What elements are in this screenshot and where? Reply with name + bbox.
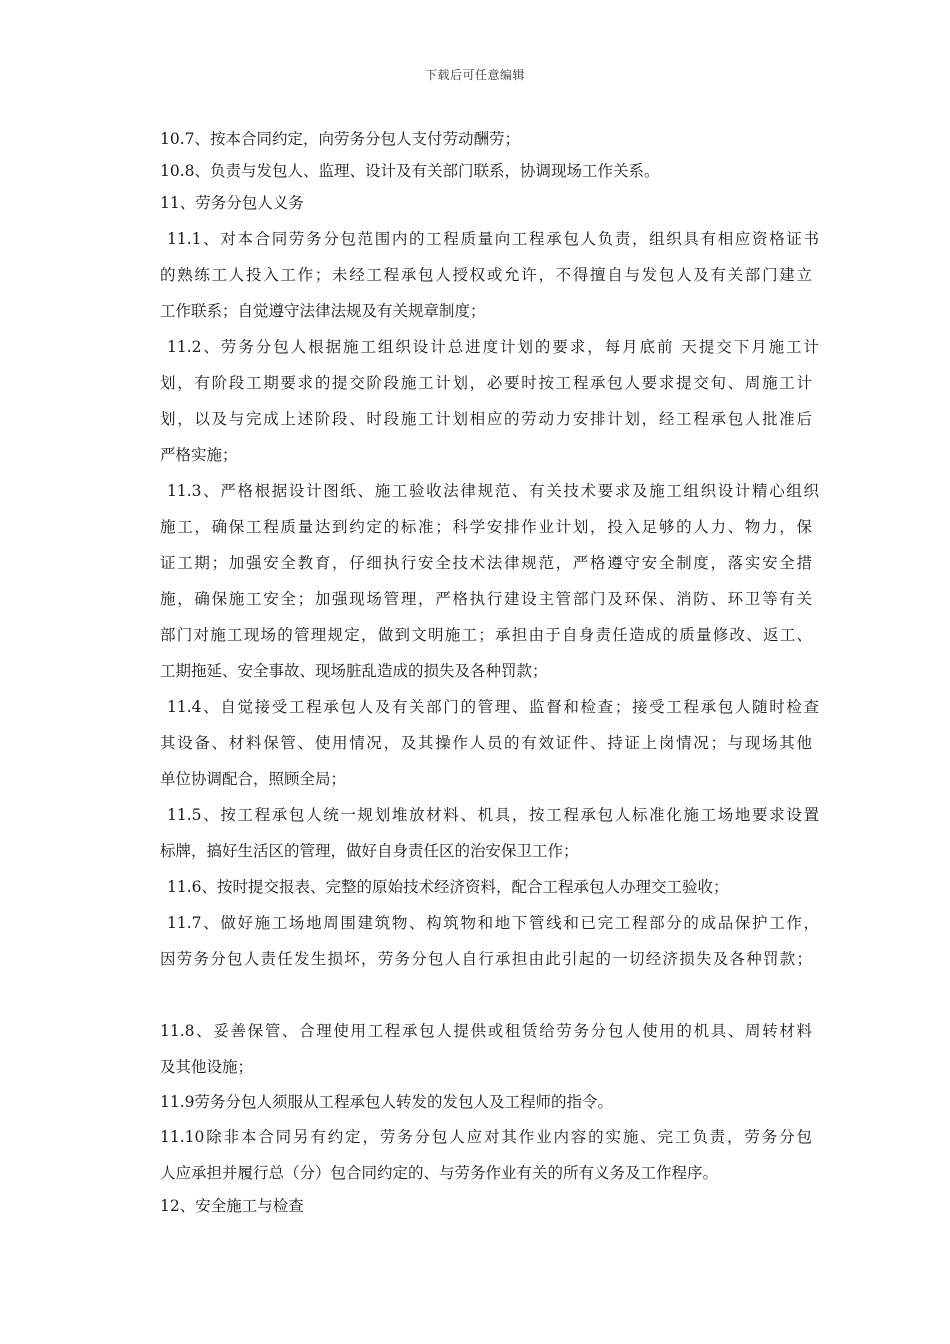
- clause-11-4-line-3: 单位协调配合，照顾全局；: [160, 770, 347, 788]
- clause-11-2-line-3: 划，以及与完成上述阶段、时段施工计划相应的劳动力安排计划，经工程承包人批准后: [160, 410, 812, 428]
- page-header-note: 下载后可任意编辑: [424, 68, 525, 82]
- clause-10-8: 10.8、负责与发包人、监理、设计及有关部门联系，协调现场工作关系。: [160, 162, 660, 180]
- clause-11-8-line-1: 11.8、妥善保管、合理使用工程承包人提供或租赁给劳务分包人使用的机具、周转材料: [160, 1022, 812, 1040]
- clause-11-3-line-1: 11.3、严格根据设计图纸、施工验收法律规范、有关技术要求及施工组织设计精心组织: [167, 482, 819, 500]
- clause-11-2-line-2: 划，有阶段工期要求的提交阶段施工计划，必要时按工程承包人要求提交旬、周施工计: [160, 374, 812, 392]
- clause-11-10-line-2: 人应承担并履行总（分）包合同约定的、与劳务作业有关的所有义务及工作程序。: [160, 1164, 719, 1182]
- section-12-heading: 12、安全施工与检查: [160, 1197, 304, 1215]
- section-11-heading: 11、劳务分包人义务: [160, 194, 304, 212]
- clause-11-1-line-3: 工作联系；自觉遵守法律法规及有关规章制度；: [160, 302, 486, 320]
- clause-11-6: 11.6、按时提交报表、完整的原始技术经济资料，配合工程承包人办理交工验收；: [167, 878, 729, 896]
- clause-11-1-line-1: 11.1、对本合同劳务分包范围内的工程质量向工程承包人负责，组织具有相应资格证书: [167, 230, 819, 248]
- clause-11-5-line-2: 标牌，搞好生活区的管理，做好自身责任区的治安保卫工作；: [160, 842, 579, 860]
- clause-11-4-line-2: 其设备、材料保管、使用情况，及其操作人员的有效证件、持证上岗情况；与现场其他: [160, 734, 812, 752]
- clause-11-8-line-2: 及其他设施；: [160, 1058, 254, 1076]
- clause-11-7-line-2: 因劳务分包人责任发生损坏，劳务分包人自行承担由此引起的一切经济损失及各种罚款；: [160, 950, 812, 968]
- clause-10-7: 10.7、按本合同约定，向劳务分包人支付劳动酬劳；: [160, 130, 521, 148]
- clause-11-3-line-5: 部门对施工现场的管理规定，做到文明施工；承担由于自身责任造成的质量修改、返工、: [160, 626, 812, 644]
- clause-11-3-line-2: 施工，确保工程质量达到约定的标准；科学安排作业计划，投入足够的人力、物力，保: [160, 518, 812, 536]
- clause-11-3-line-3: 证工期；加强安全教育，仔细执行安全技术法律规范，严格遵守安全制度，落实安全措: [160, 554, 812, 572]
- clause-11-4-line-1: 11.4、自觉接受工程承包人及有关部门的管理、监督和检查；接受工程承包人随时检查: [167, 698, 819, 716]
- clause-11-3-line-6: 工期拖延、安全事故、现场脏乱造成的损失及各种罚款；: [160, 662, 548, 680]
- clause-11-7-line-1: 11.7、做好施工场地周围建筑物、构筑物和地下管线和已完工程部分的成品保护工作，: [167, 914, 819, 932]
- clause-11-10-line-1: 11.10除非本合同另有约定，劳务分包人应对其作业内容的实施、完工负责，劳务分包: [160, 1128, 812, 1146]
- clause-11-1-line-2: 的熟练工人投入工作；未经工程承包人授权或允许，不得擅自与发包人及有关部门建立: [160, 266, 812, 284]
- clause-11-5-line-1: 11.5、按工程承包人统一规划堆放材料、机具，按工程承包人标准化施工场地要求设置: [167, 806, 819, 824]
- clause-11-9: 11.9劳务分包人须服从工程承包人转发的发包人及工程师的指令。: [160, 1093, 614, 1111]
- clause-11-2-line-1: 11.2、劳务分包人根据施工组织设计总进度计划的要求，每月底前 天提交下月施工计: [167, 338, 819, 356]
- clause-11-2-line-4: 严格实施；: [160, 446, 238, 464]
- clause-11-3-line-4: 施，确保施工安全；加强现场管理，严格执行建设主管部门及环保、消防、环卫等有关: [160, 590, 812, 608]
